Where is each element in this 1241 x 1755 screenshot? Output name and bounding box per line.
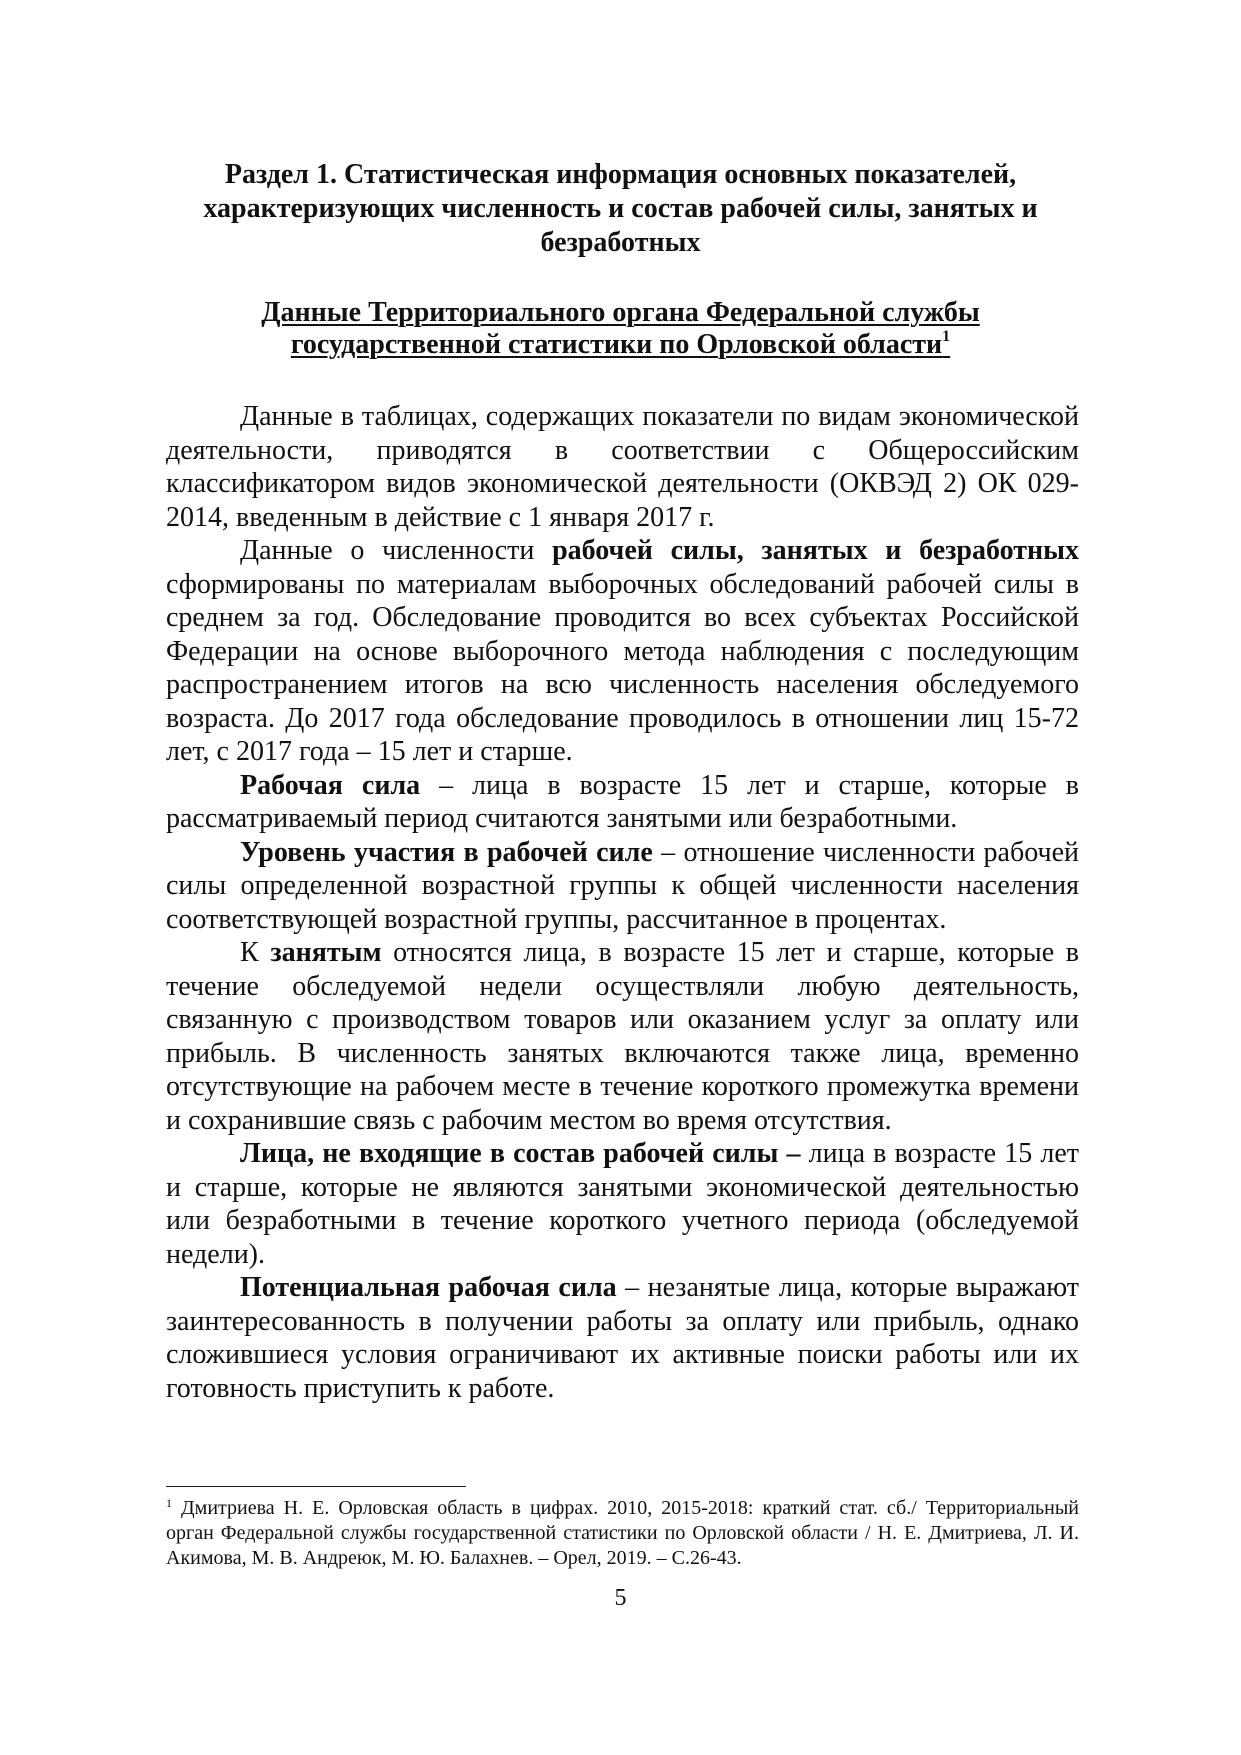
section-title: Раздел 1. Статистическая информация основных показателей, характеризующих численность и состав рабочей силы, занятых и безработных bbox=[203, 159, 1038, 258]
footnote bbox=[166, 1496, 1079, 1571]
term-labor-force: Рабочая сила bbox=[240, 769, 421, 801]
definition-employed: относятся лица, в возрасте 15 лет и старше, которые в течение обследуемой недели осуществляли любую деятельность, связанную с производством товаров или оказанием услуг за оплату или прибыль. В численность занятых включаются также лица, временно отсутствующие на рабочем месте в течение короткого промежутка времени и сохранившие связь с рабочим местом во время отсутствия. bbox=[166, 937, 1079, 1136]
footnote-marker: 1 bbox=[166, 1496, 172, 1510]
term-employed: занятым bbox=[270, 937, 382, 968]
subtitle-line-2-text: государственной статистики по Орловской области bbox=[290, 329, 943, 360]
body-text bbox=[166, 400, 1079, 1405]
paragraph-survey bbox=[166, 534, 1079, 769]
term-labor-force-employed-unemployed: рабочей силы, занятых и безработных bbox=[552, 535, 1080, 566]
paragraph-potential-labor-force bbox=[166, 1271, 1079, 1405]
paragraph-survey-post: сформированы по материалам выборочных обследований рабочей силы в среднем за год. Обследование проводится во всех субъектах Российской Федерации на основе выборочного метода наблюдения с последующим распространением итогов на всю численность населения обследуемого возраста. До 2017 года обследование проводилось в отношении лиц 15-72 лет, с 2017 года – 15 лет и старше. bbox=[166, 568, 1079, 767]
paragraph-okved: Данные в таблицах, содержащих показатели по видам экономической деятельности, приводятся в соответствии с Общероссийским классификатором видов экономической деятельности (ОКВЭД 2) ОК 029-2014, введенным в действие с 1 января 2017 г. bbox=[166, 401, 1079, 533]
term-outside-labor-force: Лица, не входящие в состав рабочей силы – bbox=[240, 1138, 801, 1169]
paragraph-outside-labor-force bbox=[166, 1137, 1079, 1271]
definition-outside-labor-force: лица в возрасте 15 лет и старше, которые не являются занятыми экономической деятельностью или безработными в течение короткого учетного периода (обследуемой недели). bbox=[166, 1138, 1079, 1270]
definition-labor-force: – лица в возрасте 15 лет и старше, которые в рассматриваемый период считаются занятыми или безработными. bbox=[166, 769, 1080, 834]
source-subtitle bbox=[150, 297, 1091, 361]
term-potential-labor-force: Потенциальная рабочая сила bbox=[240, 1272, 617, 1303]
footnote-reference[interactable]: 1 bbox=[942, 328, 951, 345]
subtitle-line-2 bbox=[291, 329, 950, 360]
footnote-separator bbox=[166, 1486, 466, 1487]
paragraph-survey-pre: Данные о численности bbox=[240, 535, 553, 566]
paragraph-employed-pre: К bbox=[240, 937, 271, 968]
page-number: 5 bbox=[614, 1585, 627, 1611]
paragraph-participation-rate bbox=[166, 836, 1079, 937]
paragraph-employed bbox=[166, 936, 1079, 1137]
definition-participation-rate: – отношение численности рабочей силы определенной возрастной группы к общей численности населения соответствующей возрастной группы, рассчитанное в процентах. bbox=[166, 836, 1079, 935]
footnote-text: Дмитриева Н. Е. Орловская область в цифрах. 2010, 2015-2018: краткий стат. сб./ Территориальный орган Федеральной службы государственной статистики по Орловской области / Н. Е. Дмитриева, Л. И. Акимова, М. В. Андреюк, М. Ю. Балахнев. – Орел, 2019. – С.26-43. bbox=[166, 1497, 1079, 1569]
term-participation-rate: Уровень участия в рабочей силе bbox=[240, 836, 653, 868]
definition-potential-labor-force: – незанятые лица, которые выражают заинтересованность в получении работы за оплату или прибыль, однако сложившиеся условия ограничивают их активные поиски работы или их готовность приступить к работе. bbox=[166, 1272, 1079, 1404]
paragraph-labor-force bbox=[166, 769, 1079, 836]
subtitle-line-1: Данные Территориального органа Федеральной службы bbox=[261, 297, 980, 328]
